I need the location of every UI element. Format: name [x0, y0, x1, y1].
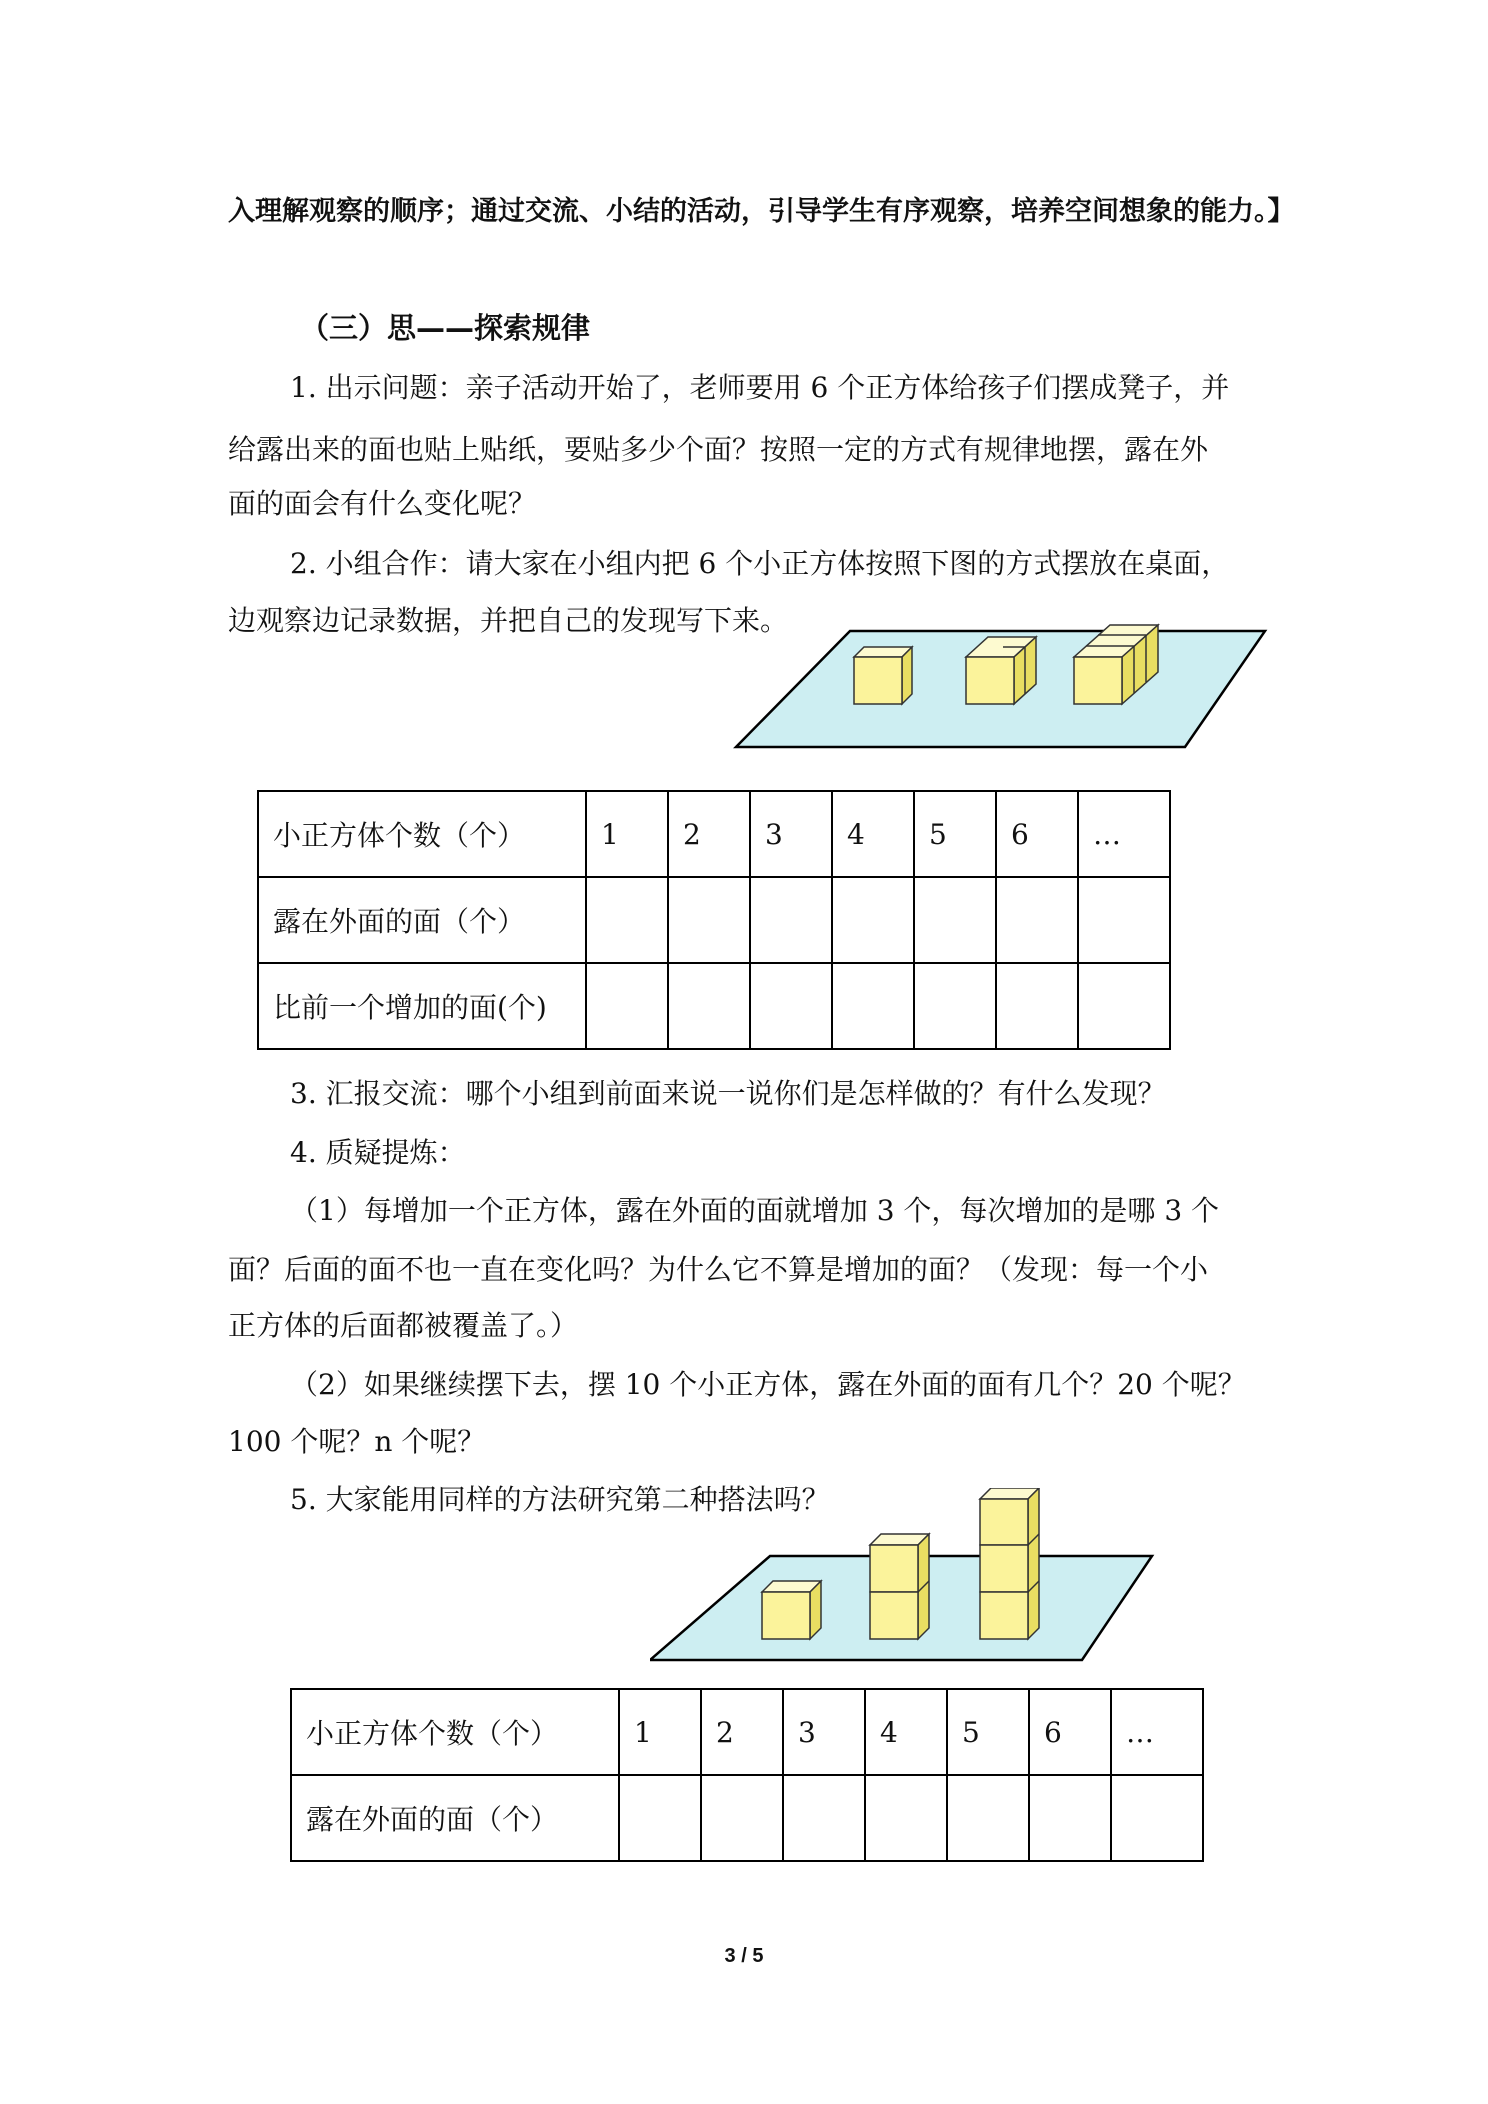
closing-remark: 入理解观察的顺序；通过交流、小结的活动，引导学生有序观察，培养空间想象的能力。】: [228, 196, 1295, 227]
empty-cell[interactable]: [832, 877, 914, 963]
table-cell: 3: [783, 1689, 865, 1775]
empty-cell[interactable]: [1111, 1775, 1203, 1861]
empty-cell[interactable]: [668, 963, 750, 1049]
table-cell: 5: [914, 791, 996, 877]
paragraph-5: 5. 大家能用同样的方法研究第二种搭法吗？: [290, 1483, 830, 1516]
table-cell: 4: [865, 1689, 947, 1775]
cube-row-figure: [730, 615, 1270, 750]
single-cube: [854, 647, 912, 704]
question-1-line-1: （1）每增加一个正方体，露在外面的面就增加 3 个，每次增加的是哪 3 个: [290, 1194, 1220, 1227]
table-cell: 1: [586, 791, 668, 877]
table-cell: 小正方体个数（个）: [258, 791, 586, 877]
empty-cell[interactable]: [996, 877, 1078, 963]
empty-cell[interactable]: [1078, 877, 1170, 963]
empty-cell[interactable]: [996, 963, 1078, 1049]
empty-cell[interactable]: [701, 1775, 783, 1861]
single-cube: [762, 1581, 821, 1639]
two-cube-row: [966, 637, 1036, 704]
record-table-1: [257, 790, 1171, 1050]
paragraph-1-line-3: 面的面会有什么变化呢？: [228, 487, 537, 520]
table-row: [291, 1775, 1203, 1861]
empty-cell[interactable]: [1029, 1775, 1111, 1861]
paragraph-1-line-2: 给露出来的面也贴上贴纸，要贴多少个面？按照一定的方式有规律地摆，露在外: [228, 433, 1209, 466]
table-cell: 露在外面的面（个）: [258, 877, 586, 963]
empty-cell[interactable]: [750, 963, 832, 1049]
empty-cell[interactable]: [783, 1775, 865, 1861]
cube-stack-figure: [650, 1488, 1160, 1664]
three-cube-stack: [980, 1488, 1039, 1639]
table-row: [258, 877, 1170, 963]
empty-cell[interactable]: [865, 1775, 947, 1861]
table-cell: …: [1078, 791, 1170, 877]
question-1-line-3: 正方体的后面都被覆盖了。）: [228, 1309, 579, 1342]
paragraph-1-line-1: 1. 出示问题：亲子活动开始了，老师要用 6 个正方体给孩子们摆成凳子，并: [290, 371, 1230, 404]
table-cell: 4: [832, 791, 914, 877]
empty-cell[interactable]: [832, 963, 914, 1049]
empty-cell[interactable]: [586, 963, 668, 1049]
paragraph-3: 3. 汇报交流：哪个小组到前面来说一说你们是怎样做的？有什么发现？: [290, 1077, 1166, 1110]
table-cell: 2: [701, 1689, 783, 1775]
question-2-line-1: （2）如果继续摆下去，摆 10 个小正方体，露在外面的面有几个？20 个呢？: [290, 1368, 1246, 1401]
paragraph-4: 4. 质疑提炼：: [290, 1136, 466, 1169]
table-cell: 小正方体个数（个）: [291, 1689, 619, 1775]
table-cell: 5: [947, 1689, 1029, 1775]
empty-cell[interactable]: [914, 877, 996, 963]
table-cell: 2: [668, 791, 750, 877]
empty-cell[interactable]: [586, 877, 668, 963]
table-cell: 1: [619, 1689, 701, 1775]
question-1-line-2: 面？后面的面不也一直在变化吗？为什么它不算是增加的面？（发现：每一个小: [228, 1253, 1209, 1286]
record-table-2: [290, 1688, 1204, 1862]
empty-cell[interactable]: [750, 877, 832, 963]
table-cell: 比前一个增加的面(个): [258, 963, 586, 1049]
table-row: [258, 963, 1170, 1049]
table-header-row: [291, 1689, 1203, 1775]
empty-cell[interactable]: [914, 963, 996, 1049]
empty-cell[interactable]: [619, 1775, 701, 1861]
paragraph-2-line-1: 2. 小组合作：请大家在小组内把 6 个小正方体按照下图的方式摆放在桌面，: [290, 547, 1230, 580]
paragraph-2-line-2: 边观察边记录数据，并把自己的发现写下来。: [228, 604, 789, 637]
empty-cell[interactable]: [947, 1775, 1029, 1861]
table-cell: …: [1111, 1689, 1203, 1775]
table-cell: 6: [996, 791, 1078, 877]
table-header-row: [258, 791, 1170, 877]
table-cell: 6: [1029, 1689, 1111, 1775]
empty-cell[interactable]: [1078, 963, 1170, 1049]
section-heading: （三）思——探索规律: [300, 311, 591, 345]
question-2-line-2: 100 个呢？n 个呢？: [228, 1425, 486, 1458]
page-number: 3 / 5: [724, 1945, 764, 1967]
table-cell: 露在外面的面（个）: [291, 1775, 619, 1861]
two-cube-stack: [870, 1534, 929, 1639]
table-cell: 3: [750, 791, 832, 877]
empty-cell[interactable]: [668, 877, 750, 963]
